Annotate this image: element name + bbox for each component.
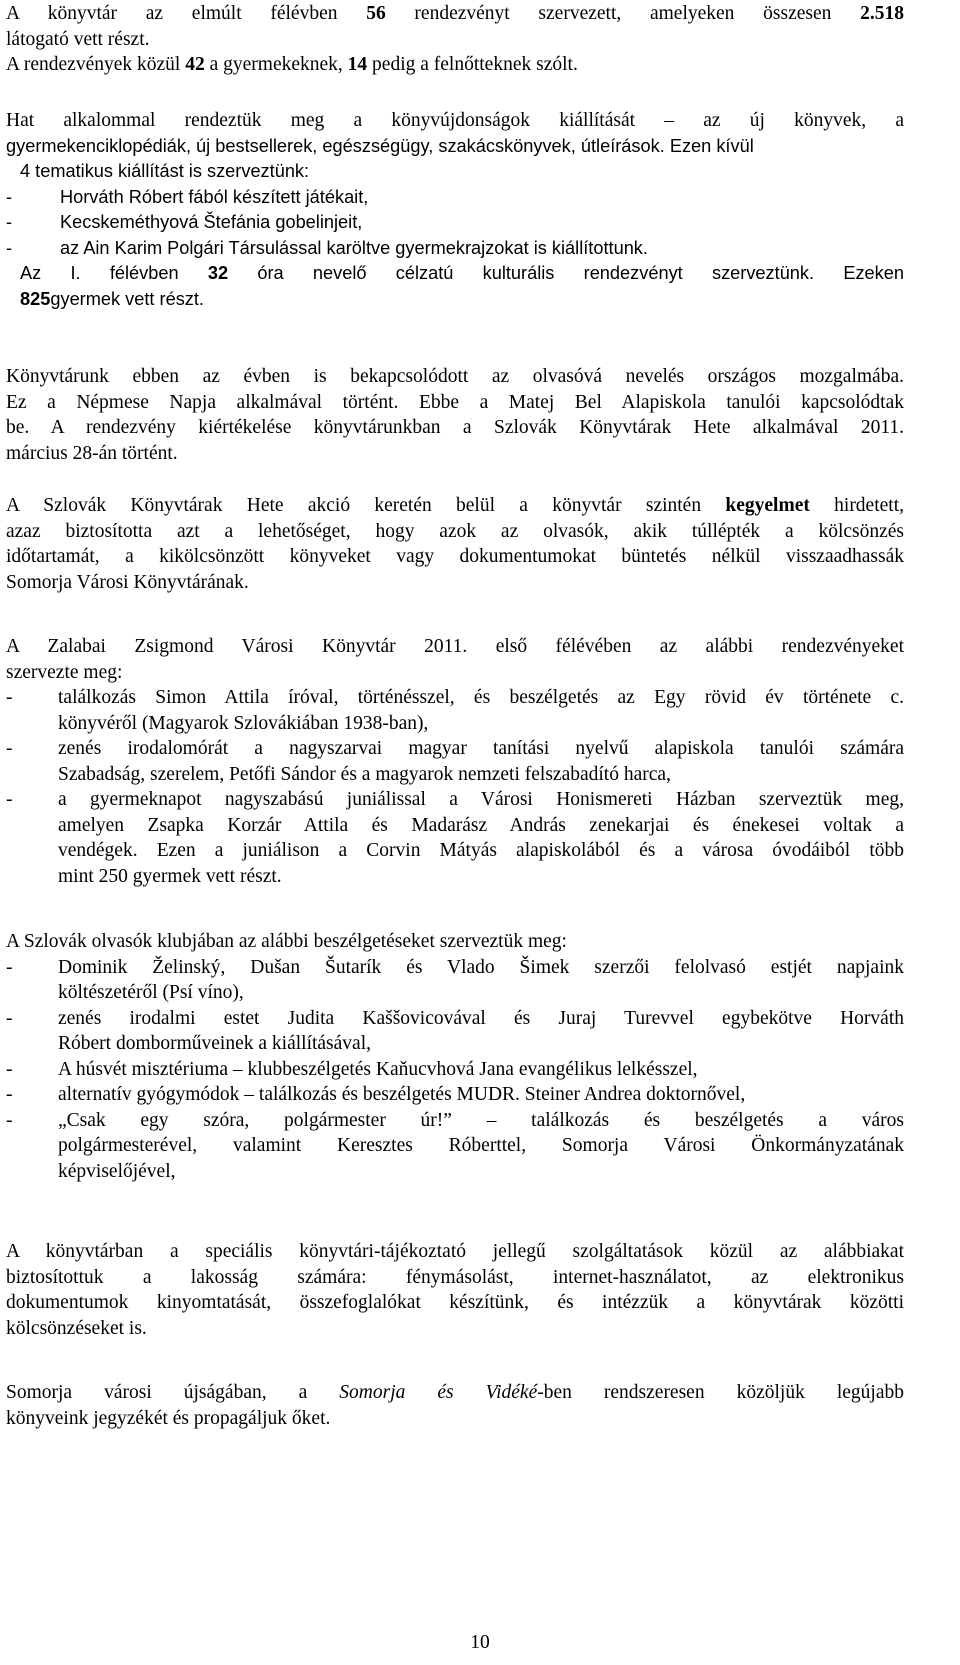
text-line: be. A rendezvény kiértékelése könyvtárunkban a Szlovák Könyvtárak Hete alkalmával 2011. bbox=[6, 417, 904, 438]
text-line: Somorja Városi Könyvtárának. bbox=[6, 571, 249, 593]
list-item: - alternatív gyógymódok – találkozás és beszélgetés MUDR. Steiner Andrea doktornővel, bbox=[6, 1084, 746, 1105]
list-item: - zenés irodalmi estet Judita Kaššovicovával és Juraj Turevvel egybekötve Horváth Róbert domborműveinek a kiállításával, bbox=[6, 1007, 904, 1054]
paragraph-events-summary bbox=[6, 1, 904, 78]
text-line: időtartamát, a kikölcsönzött könyveket vagy dokumentumokat büntetés nélkül visszaadhassák bbox=[6, 546, 904, 567]
text-line: Somorja városi újságában, a Somorja és Vidéké-ben rendszeresen közöljük legújabb bbox=[6, 1382, 904, 1403]
list-item: - Kecskeméthyová Štefánia gobelinjeit, bbox=[6, 212, 363, 232]
page-number: 10 bbox=[470, 1632, 490, 1653]
text-line: biztosítottuk a lakosság számára: fénymásolást, internet-használatot, az elektronikus bbox=[6, 1266, 904, 1288]
text-line: március 28-án történt. bbox=[6, 442, 178, 464]
list-item: - Dominik Želinský, Dušan Šutarík és Vlado Šimek szerzői felolvasó estjét napjaink költészetéről (Psí víno), bbox=[6, 956, 904, 1003]
list-item: - találkozás Simon Attila íróval, történésszel, és beszélgetés az Egy rövid év története c. könyvéről (Magyarok Szlovákiában 1938-ban), bbox=[6, 687, 904, 734]
list-item: - zenés irodalomórát a nagyszarvai magyar tanítási nyelvű alapiskola tanulói számára Szabadság, szerelem, Petőfi Sándor és a magyarok nemzeti felszabadító harca, bbox=[6, 738, 904, 785]
text-line: 825gyermek vett részt. bbox=[20, 288, 204, 309]
text-line: gyermekenciklopédiák, új bestsellerek, egészségügy, szakácskönyvek, útleírások. Ezen kívül bbox=[6, 135, 754, 156]
text-line: A könyvtárban a speciális könyvtári-tájékoztató jellegű szolgáltatások közül az alábbiakat bbox=[6, 1241, 904, 1262]
list-item: - A húsvét misztériuma – klubbeszélgetés Kaňucvhová Jana evangélikus lelkésszel, bbox=[6, 1058, 698, 1080]
list-item: - Horváth Róbert fából készített játékait, bbox=[6, 186, 369, 207]
paragraph-slovak-club bbox=[6, 929, 904, 1184]
text-line: dokumentumok kinyomtatását, összefoglalókat készítünk, és intézzük a könyvtárak közötti bbox=[6, 1292, 904, 1313]
text-line: Könyvtárunk ebben az évben is bekapcsolódott az olvasóvá nevelés országos mozgalmába. bbox=[6, 366, 904, 387]
text-line: azaz biztosította azt a lehetőséget, hogy azok az olvasók, akik túllépték a kölcsönzés bbox=[6, 520, 904, 542]
text-line: kölcsönzéseket is. bbox=[6, 1317, 147, 1339]
text-line: A könyvtár az elmúlt félévben 56 rendezvényt szervezett, amelyeken összesen 2.518 bbox=[6, 3, 904, 24]
paragraph-services bbox=[6, 1239, 904, 1341]
paragraph-library-events bbox=[6, 634, 904, 889]
text-line: Ez a Népmese Napja alkalmával történt. Ebbe a Matej Bel Alapiskola tanulói kapcsolódtak bbox=[6, 391, 904, 413]
text-line: A rendezvények közül 42 a gyermekeknek, 14 pedig a felnőtteknek szólt. bbox=[6, 54, 578, 75]
text-line: szervezte meg: bbox=[6, 661, 123, 683]
text-line: látogató vett részt. bbox=[6, 28, 150, 50]
paragraph-amnesty bbox=[6, 493, 904, 595]
list-item: - „Csak egy szóra, polgármester úr!” – találkozás és beszélgetés a város polgármesterével, valamint Keresztes Róberttel, Somorja Városi Önkormányzatának képviselőjével, bbox=[6, 1109, 904, 1182]
paragraph-exhibitions bbox=[6, 108, 904, 312]
text-line: Az I. félévben 32 óra nevelő célzatú kulturális rendezvényt szerveztünk. Ezeken bbox=[20, 263, 904, 283]
text-line: Hat alkalommal rendeztük meg a könyvújdonságok kiállítását – az új könyvek, a bbox=[6, 110, 904, 131]
text-line: A Szlovák Könyvtárak Hete akció keretén belül a könyvtár szintén kegyelmet hirdetett, bbox=[6, 495, 904, 516]
list-item: - a gyermeknapot nagyszabású juniálissal a Városi Honismereti Házban szerveztük meg, amelyen Zsapka Korzár Attila és Madarász András zenekarjai és énekesei voltak a vendégek. Ezen a juniálison a Corvin Mátyás alapiskolából és a városa óvodáiból több mint 250 gyermek vett részt. bbox=[6, 789, 904, 887]
paragraph-reading-movement bbox=[6, 364, 904, 466]
list-item: - az Ain Karim Polgári Társulással karöltve gyermekrajzokat is kiállítottunk. bbox=[6, 237, 648, 258]
text-line: könyveink jegyzékét és propagáljuk őket. bbox=[6, 1407, 331, 1429]
text-line: 4 tematikus kiállítást is szerveztünk: bbox=[20, 161, 310, 181]
text-line: A Zalabai Zsigmond Városi Könyvtár 2011. első félévében az alábbi rendezvényeket bbox=[6, 636, 904, 657]
text-line: A Szlovák olvasók klubjában az alábbi beszélgetéseket szerveztük meg: bbox=[6, 931, 567, 952]
paragraph-newspaper bbox=[6, 1380, 904, 1431]
